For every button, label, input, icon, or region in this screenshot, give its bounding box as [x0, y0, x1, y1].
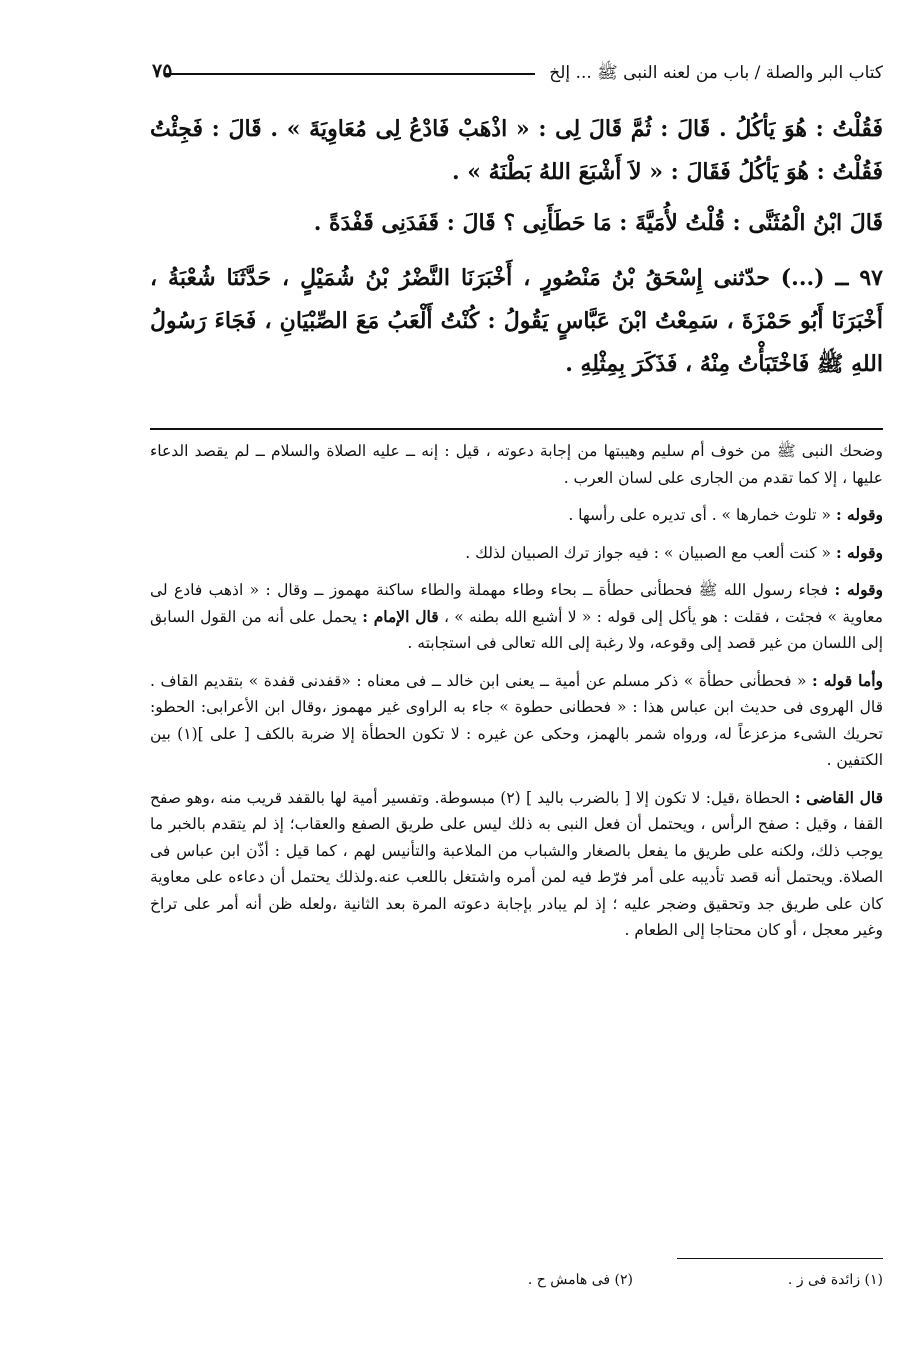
page-number: ٧٥ [152, 60, 173, 82]
page-header [150, 58, 883, 90]
footnote: (٢) فى هامش ح . [527, 1272, 633, 1288]
commentary-text: وضحك النبى ﷺ من خوف أم سليم وهيبتها من إجابة دعوته ، قيل : إنه ــ عليه الصلاة والسلام ــ لم يقصد الدعاء عليها ، إلا كما تقدم من الجارى على لسان العرب . [150, 442, 883, 487]
commentary-lead: وقوله : [834, 580, 883, 599]
hadith-paragraph: قَالَ ابْنُ الْمُثَنَّى : قُلْتُ لأُمَيَّةَ : مَا حَطَأَنِى ؟ قَالَ : قَفَدَنِى قَفْدَةً . [313, 210, 883, 236]
footnote-rule [677, 1258, 883, 1259]
commentary-lead: وقوله : [835, 542, 883, 562]
footnotes [150, 1272, 883, 1288]
hadith-paragraph: فَقُلْتُ : هُوَ يَأكُلُ . قَالَ : ثُمَّ قَالَ لِى : « اذْهَبْ فَادْعُ لِى مُعَاوِيَةَ » . قَالَ : فَجِئْتُ فَقُلْتُ : هُوَ يَأكُلُ فَقَالَ : « لاَ أَشْبَعَ اللهُ بَطْنَهُ » . [150, 116, 883, 185]
commentary-paragraph [150, 540, 883, 567]
commentary-lead: وأما قوله : [812, 670, 884, 690]
section-divider [150, 428, 883, 430]
commentary-text: « فحطأنى حطأة » ذكر مسلم عن أمية ــ يعنى ابن خالد ــ فى معناه : «قفدنى قفدة » بتقديم القاف . قال الهروى فى حديث ابن عباس هذا : « فحطانى حطوة » جاء به الراوى غير مهموز ،وقال ابن الأعرابى: الحطو: تحريك الشىء مزعزعاً له، ورواه شمر بالهمز، وحكى عن غيره : لا تكون الحطأة إلا ضربة بالكف [ على ](١) بين الكتفين . [150, 671, 883, 769]
commentary-text: فجاء رسول الله ﷺ فحطأنى حطأة ــ بحاء وطاء مهملة والطاء ساكنة مهموز ــ وقال : « اذهب فادع لى معاوية » فجئت ، فقلت : هو يأكل إلى قوله : « لا أشبع الله بطنه » ، [150, 581, 883, 626]
commentary-text: يحمل على أنه من القول السابق إلى اللسان من غير قصد إلى وقوعه، ولا رغبة إلى الله تعالى فى استجابته . [150, 607, 883, 652]
commentary-lead: قال القاضى : [794, 787, 884, 807]
commentary-lead: قال الإمام : [362, 606, 439, 626]
commentary-paragraph [150, 502, 883, 529]
header-rule [164, 73, 535, 75]
commentary-section [150, 438, 883, 955]
commentary-text: الحطاة ،قيل: لا تكون إلا [ بالضرب باليد ] (٢) مبسوطة. وتفسير أمية لها بالقفد قريب منه ،وهو صفح القفا ، وقيل : صفح الرأس ، ويحتمل أن فعل النبى به ذلك ليس على طريق الصفع والعقاب؛ إذ لم يتقدم بالخبر ما يوجب ذلك، ولكنه على طريق ما يفعل بالصغار والشباب من الملاعبة والتأنيس لهم ، كما قيل : أذّن ابن عباس فى الصلاة. ويحتمل أنه قصد تأديبه على أمر فرّط فيه لمن أمره واشتغل باللعب عنه.ولذلك يحتمل أن دعاءه على معاوية كان على طريق جد وتحقيق وضجر عليه ؛ إذ لم يبادر بإجابة دعوته المرة بعد الثانية ،ولعله ظن أنه أمر على تراخ وغير معجل ، أو كان محتاجا إلى الطعام . [150, 788, 883, 939]
running-title: كتاب البر والصلة / باب من لعنه النبى ﷺ ... إلخ [549, 62, 883, 83]
commentary-paragraph [150, 785, 883, 944]
commentary-paragraph [150, 668, 883, 774]
commentary-text: « تلوث خمارها » . أى تديره على رأسها . [568, 506, 831, 524]
footnote: (١) زائدة فى ز . [787, 1272, 883, 1288]
commentary-paragraph [150, 438, 883, 491]
commentary-text: « كنت ألعب مع الصبيان » : فيه جواز ترك الصبيان لذلك . [465, 543, 831, 562]
hadith-text [150, 108, 883, 396]
hadith-paragraph: ٩٧ ــ (...) حدّثنى إِسْحَقُ بْنُ مَنْصُورٍ ، أَخْبَرَنَا النَّضْرُ بْنُ شُمَيْلٍ ، حَدَّثَنَا شُعْبَةُ ، أَخْبَرَنَا أَبُو حَمْزَةَ ، سَمِعْتُ ابْنَ عَبَّاسٍ يَقُولُ : كُنْتُ أَلْعَبُ مَعَ الصِّبْيَانِ ، فَجَاءَ رَسُولُ اللهِ ﷺ فَاخْتَبَأْتُ مِنْهُ ، فَذَكَرَ بِمِثْلِهِ . [150, 265, 884, 377]
commentary-paragraph [150, 577, 883, 657]
commentary-lead: وقوله : [835, 505, 883, 524]
